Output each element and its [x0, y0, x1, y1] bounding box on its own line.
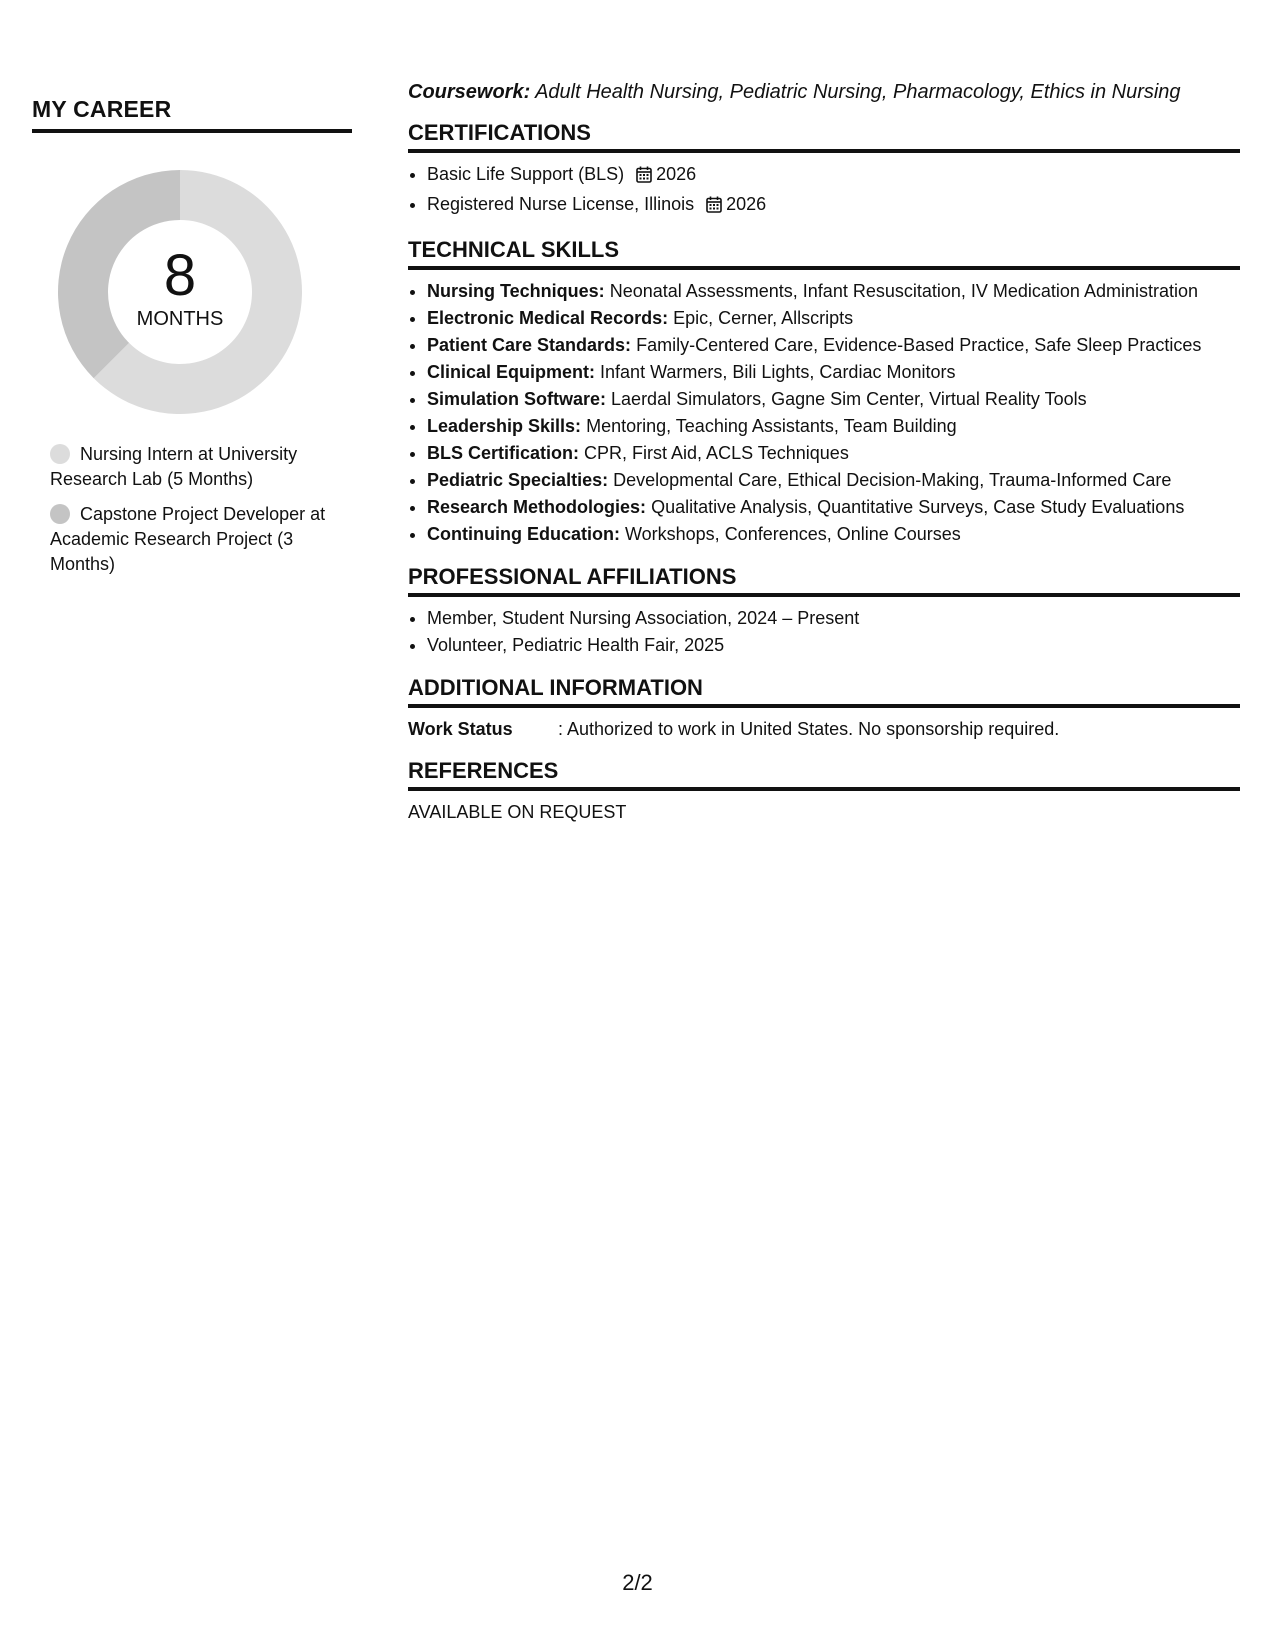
- career-donut-chart: [55, 167, 305, 417]
- legend-item: [50, 442, 335, 492]
- legend-label: Nursing Intern at University Research Lab (5 Months): [50, 444, 298, 489]
- skill-text: Laerdal Simulators, Gagne Sim Center, Virtual Reality Tools: [611, 389, 1087, 409]
- references-title: REFERENCES: [408, 758, 1240, 791]
- skill-label: Leadership Skills:: [427, 416, 582, 436]
- affiliations-title: PROFESSIONAL AFFILIATIONS: [408, 564, 1240, 597]
- skill-item: [427, 467, 1240, 494]
- coursework-text: Adult Health Nursing, Pediatric Nursing, Pharmacology, Ethics in Nursing: [535, 81, 1181, 103]
- coursework-line: [408, 78, 1240, 106]
- skill-text: CPR, First Aid, ACLS Techniques: [584, 443, 849, 463]
- donut-total-unit: MONTHS: [136, 307, 224, 330]
- skill-label: Clinical Equipment:: [427, 362, 596, 382]
- legend-dot-icon: [50, 504, 70, 524]
- certification-item: [427, 191, 1240, 221]
- skill-label: Research Methodologies:: [427, 497, 647, 517]
- certification-year: 2026: [656, 164, 697, 184]
- skill-text: Family-Centered Care, Evidence-Based Practice, Safe Sleep Practices: [636, 335, 1202, 355]
- skill-label: BLS Certification:: [427, 443, 580, 463]
- skill-item: [427, 278, 1240, 305]
- career-title: MY CAREER: [32, 96, 352, 133]
- legend-label: Capstone Project Developer at Academic Research Project (3 Months): [50, 504, 326, 574]
- coursework-label: Coursework:: [408, 81, 531, 103]
- skill-text: Workshops, Conferences, Online Courses: [624, 524, 961, 544]
- skill-item: [427, 305, 1240, 332]
- skill-label: Simulation Software:: [427, 389, 607, 409]
- skill-item: [427, 359, 1240, 386]
- calendar-icon: [706, 194, 722, 221]
- skill-item: [427, 440, 1240, 467]
- work-status-label: Work Status: [408, 719, 513, 739]
- skill-item: [427, 413, 1240, 440]
- references-text: AVAILABLE ON REQUEST: [408, 802, 627, 822]
- technical-skills-title: TECHNICAL SKILLS: [408, 237, 1240, 270]
- skill-label: Nursing Techniques:: [427, 281, 605, 301]
- skill-text: Infant Warmers, Bili Lights, Cardiac Monitors: [600, 362, 956, 382]
- skill-label: Electronic Medical Records:: [427, 308, 669, 328]
- donut-center: [55, 167, 305, 417]
- career-legend: [50, 442, 335, 577]
- work-status-value: : Authorized to work in United States. No sponsorship required.: [558, 719, 1060, 739]
- certification-name: Registered Nurse License, Illinois: [427, 194, 695, 214]
- skill-label: Continuing Education:: [427, 524, 620, 544]
- career-sidebar: [32, 96, 352, 587]
- additional-info-title: ADDITIONAL INFORMATION: [408, 675, 1240, 708]
- skill-item: [427, 521, 1240, 548]
- skill-item: [427, 386, 1240, 413]
- main-content: [408, 78, 1240, 825]
- skill-text: Qualitative Analysis, Quantitative Surveys, Case Study Evaluations: [651, 497, 1185, 517]
- legend-dot-icon: [50, 444, 70, 464]
- legend-item: [50, 502, 335, 577]
- certification-year: 2026: [726, 194, 767, 214]
- page-number: 2/2: [622, 1570, 653, 1595]
- technical-skills-list: [408, 278, 1240, 548]
- work-status-row: [408, 716, 1240, 742]
- affiliation-item: • Member, Student Nursing Association, 2024 – Present: [427, 605, 1240, 632]
- skill-text: Developmental Care, Ethical Decision-Making, Trauma-Informed Care: [613, 470, 1172, 490]
- affiliation-item: • Volunteer, Pediatric Health Fair, 2025: [427, 632, 1240, 659]
- skill-item: [427, 494, 1240, 521]
- skill-label: Patient Care Standards:: [427, 335, 632, 355]
- skill-text: Epic, Cerner, Allscripts: [673, 308, 854, 328]
- certification-item: [427, 161, 1240, 191]
- skill-text: Neonatal Assessments, Infant Resuscitation, IV Medication Administration: [609, 281, 1198, 301]
- skill-item: [427, 332, 1240, 359]
- certification-name: Basic Life Support (BLS): [427, 164, 625, 184]
- certifications-title: CERTIFICATIONS: [408, 120, 1240, 153]
- affiliations-list: [408, 605, 1240, 659]
- skill-text: Mentoring, Teaching Assistants, Team Building: [586, 416, 957, 436]
- certifications-list: [408, 161, 1240, 221]
- calendar-icon: [636, 164, 652, 191]
- skill-label: Pediatric Specialties:: [427, 470, 609, 490]
- donut-total-value: 8: [163, 242, 197, 308]
